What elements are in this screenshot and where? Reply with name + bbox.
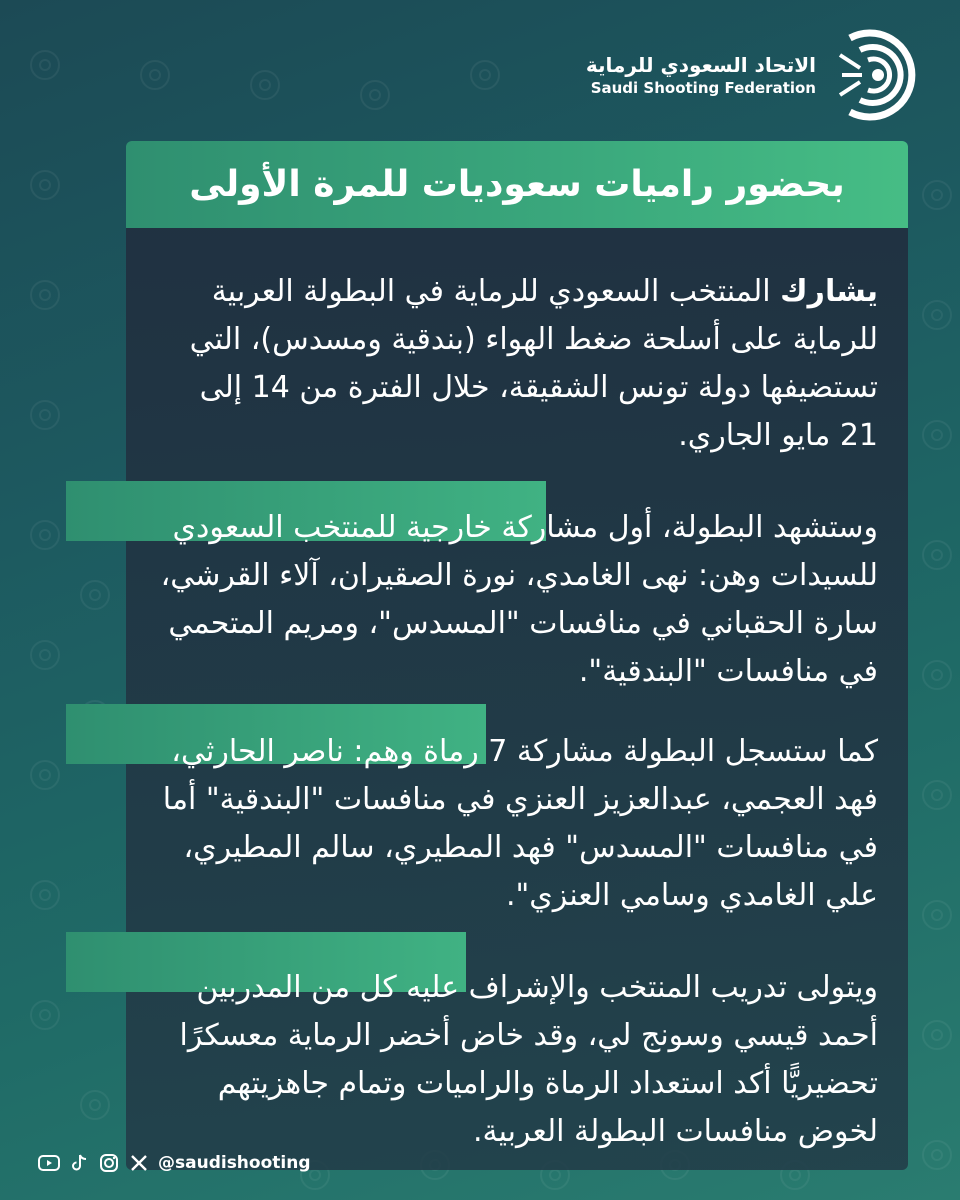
paragraph-3-text: كما ستسجل البطولة مشاركة 7 رماة وهم: ناصر الحارثي، فهد العجمي، عبدالعزيز العنزي في منافسات "البندقية" أما في منافسات "المسدس" فهد المطيري، سالم المطيري، علي الغامدي وسامي العنزي". [162, 734, 878, 913]
paragraph-4-text: ويتولى تدريب المنتخب والإشراف عليه كل من المدربين أحمد قيسي وسونج لي، وقد خاض أخضر الرماية معسكرًا تحضيريًّا أكد استعداد الرماة والراميات وتمام جاهزيتهم لخوض منافسات البطولة العربية. [179, 970, 878, 1149]
brand-name-ar: الاتحاد السعودي للرماية [585, 53, 816, 77]
paragraph-3 [158, 728, 878, 920]
content-panel [126, 228, 908, 1170]
tiktok-icon[interactable] [68, 1152, 90, 1174]
social-footer [38, 1152, 311, 1174]
paragraph-4 [158, 964, 878, 1156]
headline: بحضور راميات سعوديات للمرة الأولى [189, 164, 845, 205]
paragraph-2 [158, 504, 878, 696]
youtube-icon[interactable] [38, 1152, 60, 1174]
brand-text [586, 53, 816, 97]
brand-name-en: Saudi Shooting Federation [590, 79, 816, 97]
federation-logo-icon [830, 20, 920, 130]
title-bar [126, 141, 908, 228]
instagram-icon[interactable] [98, 1152, 120, 1174]
paragraph-2-text: وستشهد البطولة، أول مشاركة خارجية للمنتخب السعودي للسيدات وهن: نهى الغامدي، نورة الصقيران، آلاء القرشي، سارة الحقباني في منافسات "المسدس"، ومريم المتحمي في منافسات "البندقية". [160, 510, 878, 689]
paragraph-1-lead: يشارك [780, 274, 878, 309]
x-icon[interactable] [128, 1152, 150, 1174]
social-handle[interactable]: @saudishooting [158, 1153, 311, 1173]
paragraph-1 [158, 268, 878, 460]
brand-header [586, 20, 920, 130]
paragraph-1-text: المنتخب السعودي للرماية في البطولة العربية للرماية على أسلحة ضغط الهواء (بندقية ومسدس)، التي تستضيفها دولة تونس الشقيقة، خلال الفترة من 14 إلى 21 مايو الجاري. [189, 274, 878, 453]
